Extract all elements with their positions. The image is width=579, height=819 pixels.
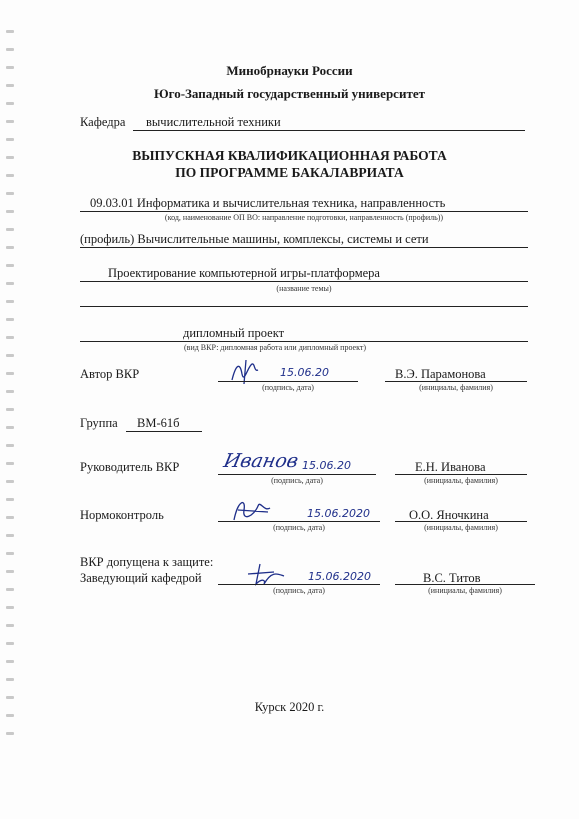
profile-underline: [80, 247, 528, 248]
binding-mark: [6, 210, 14, 213]
profile-value: (профиль) Вычислительные машины, комплексы, системы и сети: [80, 232, 429, 246]
work-type-caption: (вид ВКР: дипломная работа или дипломный проект): [184, 343, 367, 352]
university-name: Юго-Западный государственный университет: [154, 86, 425, 101]
binding-mark: [6, 336, 14, 339]
author-name-underline: [385, 381, 527, 382]
normcontrol-date: 15.06.2020: [307, 507, 370, 520]
binding-mark: [6, 462, 14, 465]
binding-mark: [6, 282, 14, 285]
binding-mark: [6, 264, 14, 267]
binding-mark: [6, 390, 14, 393]
binding-mark: [6, 606, 14, 609]
supervisor-sign-underline: [218, 474, 376, 475]
binding-mark: [6, 444, 14, 447]
binding-mark: [6, 192, 14, 195]
binding-mark: [6, 30, 14, 33]
binding-mark: [6, 372, 14, 375]
binding-mark: [6, 516, 14, 519]
binding-mark: [6, 354, 14, 357]
author-date: 15.06.20: [280, 366, 329, 379]
department-label: Кафедра: [80, 115, 126, 129]
group-label: Группа: [80, 416, 118, 430]
binding-mark: [6, 678, 14, 681]
binding-mark: [6, 480, 14, 483]
binding-mark: [6, 120, 14, 123]
topic-underline-2: [80, 306, 528, 307]
binding-mark: [6, 102, 14, 105]
author-name: В.Э. Парамонова: [395, 367, 486, 381]
binding-mark: [6, 534, 14, 537]
department-value: вычислительной техники: [146, 115, 281, 129]
normcontrol-name-underline: [395, 521, 527, 522]
admission-sign-underline: [218, 584, 380, 585]
work-type-underline: [80, 341, 528, 342]
binding-mark: [6, 588, 14, 591]
admission-date: 15.06.2020: [308, 570, 371, 583]
author-label: Автор ВКР: [80, 367, 140, 381]
topic-value: Проектирование компьютерной игры-платформера: [108, 266, 380, 280]
normcontrol-name-caption: (инициалы, фамилия): [424, 523, 498, 532]
binding-mark: [6, 696, 14, 699]
supervisor-name: Е.Н. Иванова: [415, 460, 486, 474]
author-sign-underline: [218, 381, 358, 382]
binding-mark: [6, 228, 14, 231]
department-underline: [133, 130, 525, 131]
binding-mark: [6, 138, 14, 141]
supervisor-date: 15.06.20: [302, 459, 351, 472]
binding-mark: [6, 570, 14, 573]
binding-mark: [6, 660, 14, 663]
city-year: Курск 2020 г.: [254, 700, 325, 714]
binding-mark: [6, 732, 14, 735]
admission-name-caption: (инициалы, фамилия): [428, 586, 502, 595]
admission-sign-caption: (подпись, дата): [273, 586, 325, 595]
binding-mark: [6, 48, 14, 51]
work-type-value: дипломный проект: [183, 326, 285, 340]
normcontrol-label: Нормоконтроль: [80, 508, 164, 522]
direction-caption: (код, наименование ОП ВО: направление подготовки, направленность (профиль)): [164, 213, 444, 222]
group-value: ВМ-61б: [137, 416, 180, 430]
topic-underline: [80, 281, 528, 282]
normcontrol-sign-caption: (подпись, дата): [273, 523, 325, 532]
author-sign-caption: (подпись, дата): [262, 383, 314, 392]
binding-mark: [6, 300, 14, 303]
normcontrol-name: О.О. Яночкина: [409, 508, 489, 522]
direction-value: 09.03.01 Информатика и вычислительная техника, направленность: [90, 196, 446, 210]
binding-mark: [6, 552, 14, 555]
binding-strip: [0, 30, 22, 750]
topic-caption: (название темы): [276, 284, 332, 293]
work-title-line2: ПО ПРОГРАММЕ БАКАЛАВРИАТА: [175, 165, 404, 180]
binding-mark: [6, 624, 14, 627]
supervisor-label: Руководитель ВКР: [80, 460, 180, 474]
binding-mark: [6, 498, 14, 501]
admission-label: Заведующий кафедрой: [80, 571, 202, 585]
supervisor-name-caption: (инициалы, фамилия): [424, 476, 498, 485]
binding-mark: [6, 246, 14, 249]
binding-mark: [6, 408, 14, 411]
admission-name: В.С. Титов: [423, 571, 481, 585]
ministry-name: Минобрнауки России: [226, 63, 353, 78]
binding-mark: [6, 318, 14, 321]
binding-mark: [6, 426, 14, 429]
supervisor-sign-caption: (подпись, дата): [271, 476, 323, 485]
author-name-caption: (инициалы, фамилия): [419, 383, 493, 392]
supervisor-signature: Иванов: [221, 450, 301, 472]
work-title-line1: ВЫПУСКНАЯ КВАЛИФИКАЦИОННАЯ РАБОТА: [132, 148, 447, 163]
group-underline: [126, 431, 202, 432]
binding-mark: [6, 642, 14, 645]
admission-name-underline: [395, 584, 535, 585]
admission-note: ВКР допущена к защите:: [80, 555, 214, 569]
supervisor-name-underline: [395, 474, 527, 475]
normcontrol-sign-underline: [218, 521, 380, 522]
direction-underline: [80, 211, 528, 212]
